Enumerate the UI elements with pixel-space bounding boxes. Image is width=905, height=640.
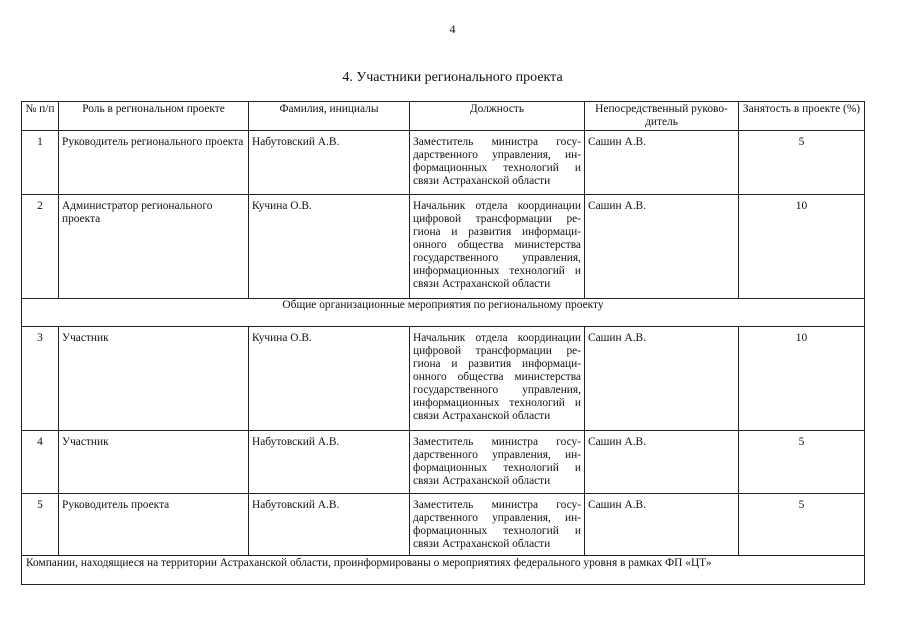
header-role: Роль в региональном проекте (59, 102, 249, 131)
cell-load: 5 (739, 431, 865, 494)
table-row (22, 195, 865, 299)
cell-position: Заместитель министра госу-дарственного управления, ин-формационных технологий и связи Астраханской области (410, 494, 585, 556)
cell-position: Заместитель министра госу-дарственного управления, ин-формационных технологий и связи Астраханской области (410, 131, 585, 195)
cell-load: 10 (739, 195, 865, 299)
table-row (22, 327, 865, 431)
cell-position: Начальник отдела координации цифровой трансформации ре-гиона и развития информаци-онного общества министерства государственного управления, информационных технологий и связи Астраханской области (410, 195, 585, 299)
cell-number: 3 (22, 327, 59, 431)
cell-load: 5 (739, 494, 865, 556)
cell-manager: Сашин А.В. (585, 431, 739, 494)
footer-row-text: Компании, находящиеся на территории Астраханской области, проинформированы о мероприятиях федерального уровня в рамках ФП «ЦТ» (22, 556, 865, 585)
cell-manager: Сашин А.В. (585, 131, 739, 195)
cell-manager: Сашин А.В. (585, 494, 739, 556)
cell-role: Администратор регионального проекта (59, 195, 249, 299)
cell-name: Набутовский А.В. (249, 431, 410, 494)
cell-number: 4 (22, 431, 59, 494)
section-row (22, 299, 865, 327)
header-load: Занятость в проекте (%) (739, 102, 865, 131)
cell-role: Участник (59, 327, 249, 431)
header-manager: Непосредственный руково-дитель (585, 102, 739, 131)
cell-name: Кучина О.В. (249, 195, 410, 299)
cell-position: Заместитель министра госу-дарственного управления, ин-формационных технологий и связи Астраханской области (410, 431, 585, 494)
table-row (22, 431, 865, 494)
cell-manager: Сашин А.В. (585, 327, 739, 431)
table-row (22, 131, 865, 195)
table-row (22, 494, 865, 556)
header-position: Должность (410, 102, 585, 131)
cell-name: Кучина О.В. (249, 327, 410, 431)
cell-load: 10 (739, 327, 865, 431)
cell-role: Участник (59, 431, 249, 494)
header-number: № п/п (22, 102, 59, 131)
cell-name: Набутовский А.В. (249, 131, 410, 195)
cell-position: Начальник отдела координации цифровой трансформации ре-гиона и развития информаци-онного общества министерства государственного управления, информационных технологий и связи Астраханской области (410, 327, 585, 431)
table-header-row (22, 102, 865, 131)
participants-table (21, 101, 865, 585)
cell-name: Набутовский А.В. (249, 494, 410, 556)
cell-number: 1 (22, 131, 59, 195)
footer-row (22, 556, 865, 585)
section-row-label: Общие организационные мероприятия по региональному проекту (22, 299, 865, 327)
section-title: 4. Участники регионального проекта (342, 70, 563, 85)
cell-role: Руководитель регионального проекта (59, 131, 249, 195)
cell-number: 2 (22, 195, 59, 299)
header-name: Фамилия, инициалы (249, 102, 410, 131)
page-number: 4 (449, 22, 456, 36)
cell-role: Руководитель проекта (59, 494, 249, 556)
cell-load: 5 (739, 131, 865, 195)
cell-number: 5 (22, 494, 59, 556)
cell-manager: Сашин А.В. (585, 195, 739, 299)
